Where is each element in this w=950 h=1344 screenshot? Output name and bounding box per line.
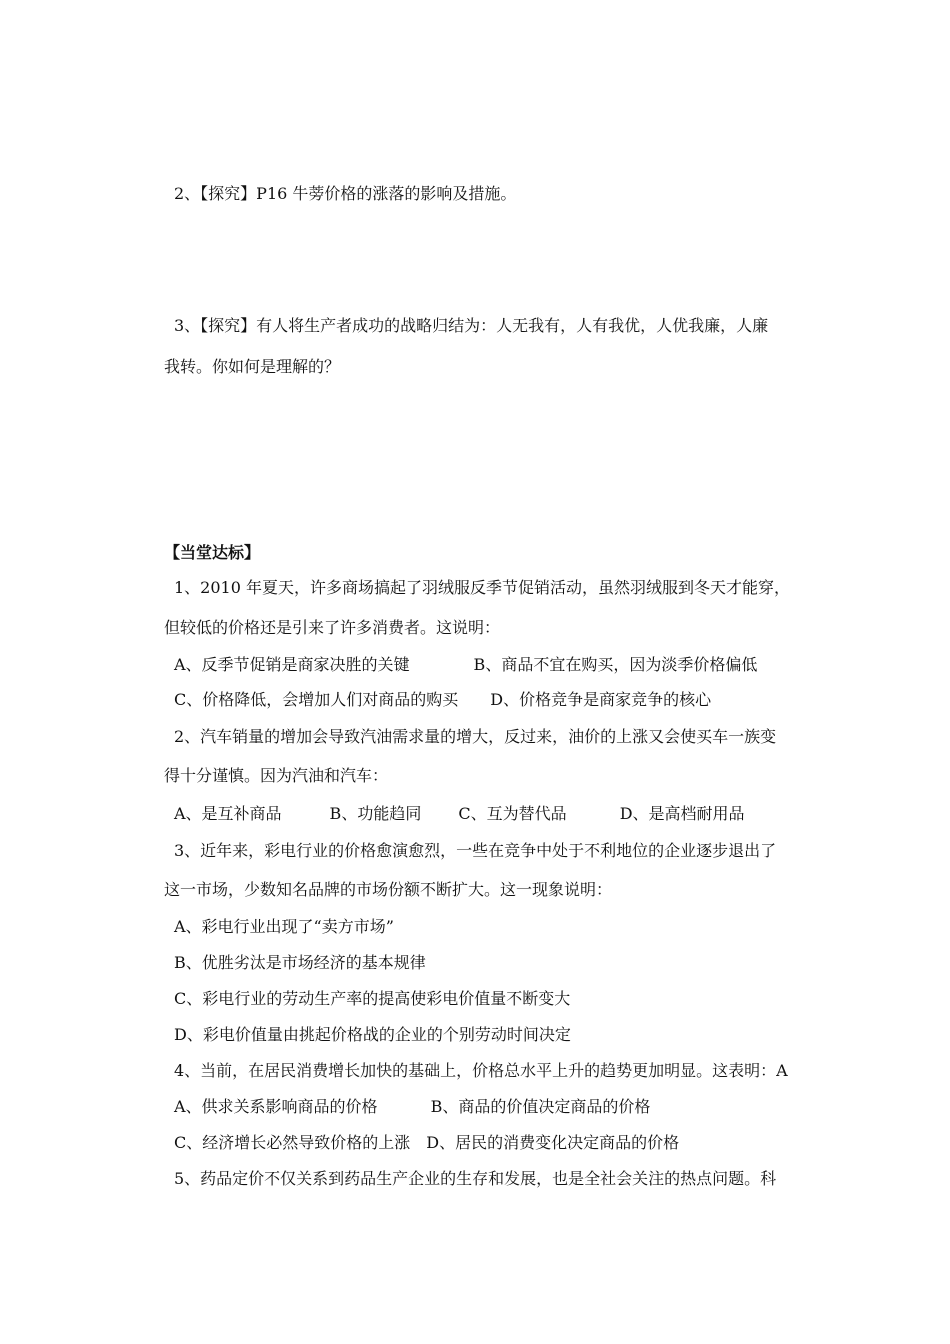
question-2-options: A、是互补商品 B、功能趋同 C、互为替代品 D、是高档耐用品 <box>174 804 745 823</box>
explore-item-3-line2: 我转。你如何是理解的？ <box>164 357 341 376</box>
question-5-stem: 5、药品定价不仅关系到药品生产企业的生存和发展，也是全社会关注的热点问题。科 <box>174 1169 777 1188</box>
explore-item-2: 2、【探究】P16 牛蒡价格的涨落的影响及措施。 <box>174 184 517 203</box>
question-3-stem-line1: 3、近年来，彩电行业的价格愈演愈烈，一些在竞争中处于不利地位的企业逐步退出了 <box>174 841 777 860</box>
question-4-options-ab: A、供求关系影响商品的价格 B、商品的价值决定商品的价格 <box>174 1097 651 1116</box>
question-1-stem-line2: 但较低的价格还是引来了许多消费者。这说明： <box>164 618 501 637</box>
question-3-option-c: C、彩电行业的劳动生产率的提高使彩电价值量不断变大 <box>174 989 571 1008</box>
question-3-option-b: B、优胜劣汰是市场经济的基本规律 <box>174 953 426 972</box>
question-3-stem-line2: 这一市场，少数知名品牌的市场份额不断扩大。这一现象说明： <box>164 880 613 899</box>
question-3-option-d: D、彩电价值量由挑起价格战的企业的个别劳动时间决定 <box>174 1025 571 1044</box>
question-1-stem-line1: 1、2010 年夏天，许多商场搞起了羽绒服反季节促销活动，虽然羽绒服到冬天才能穿， <box>174 578 790 597</box>
question-4-options-cd: C、经济增长必然导致价格的上涨 D、居民的消费变化决定商品的价格 <box>174 1133 680 1152</box>
question-1-options-cd: C、价格降低，会增加人们对商品的购买 D、价格竞争是商家竞争的核心 <box>174 690 712 709</box>
question-2-stem-line2: 得十分谨慎。因为汽油和汽车： <box>164 766 389 785</box>
section-title: 【当堂达标】 <box>164 543 261 562</box>
question-1-options-ab: A、反季节促销是商家决胜的关键 B、商品不宜在购买，因为淡季价格偏低 <box>174 655 758 674</box>
question-2-stem-line1: 2、汽车销量的增加会导致汽油需求量的增大，反过来，油价的上涨又会使买车一族变 <box>174 727 777 746</box>
explore-item-3-line1: 3、【探究】有人将生产者成功的战略归结为：人无我有，人有我优，人优我廉，人廉 <box>174 316 769 335</box>
question-3-option-a: A、彩电行业出现了“卖方市场” <box>174 917 394 936</box>
question-4-stem: 4、当前，在居民消费增长加快的基础上，价格总水平上升的趋势更加明显。这表明：A <box>174 1061 788 1080</box>
